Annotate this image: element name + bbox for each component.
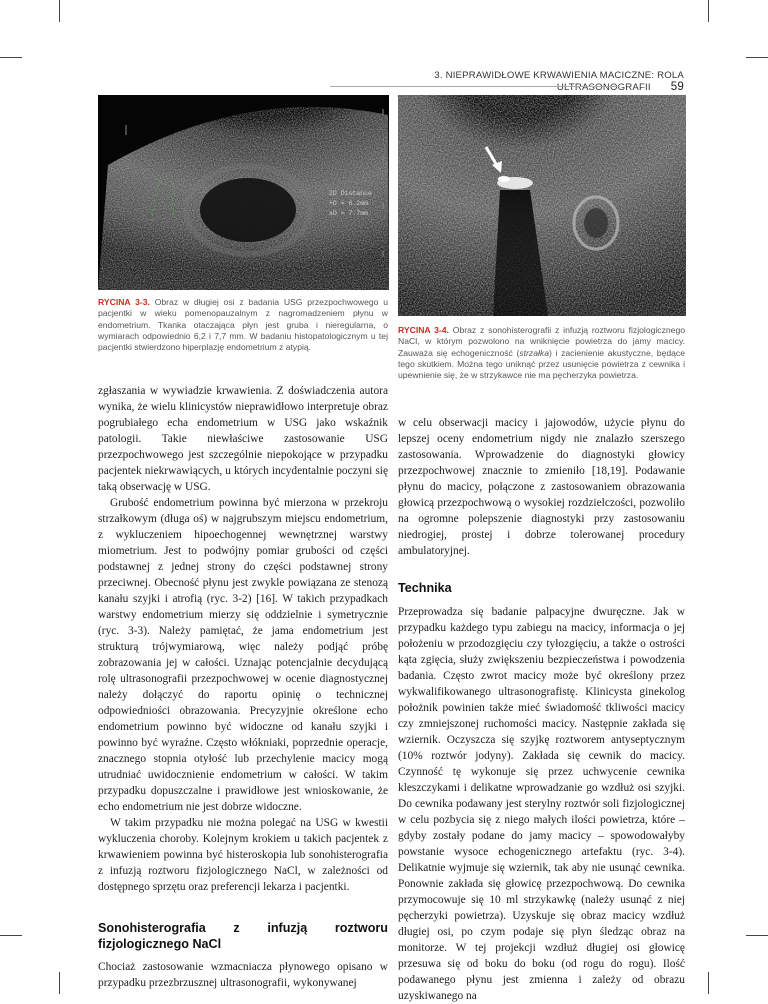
running-header <box>320 70 684 93</box>
paragraph: W takim przypadku nie można polegać na USG w kwestii wykluczenia choroby. Kolejnym krokiem u takich pacjentek z krwawieniem powinna być histeroskopia lub sonohisterografia z infuzją roztworu fizjologicznego NaCl, w zależności od dostępnego sprzętu oraz preferencji lekarza i pacjentki. <box>98 817 388 893</box>
crop-mark <box>708 0 709 22</box>
section-heading: Sonohisterografia z infuzją roztworu fizjologicznego NaCl <box>98 921 388 951</box>
crop-mark <box>59 972 60 994</box>
overlay-measure-2: xD = 7.7mm <box>329 210 369 217</box>
crop-mark <box>708 972 709 994</box>
ultrasound-image-left <box>98 95 389 290</box>
caption-label: RYCINA 3-4. <box>398 325 449 335</box>
caption-label: RYCINA 3-3. <box>98 297 150 307</box>
crop-mark <box>746 57 768 58</box>
page-number: 59 <box>670 81 684 93</box>
paragraph: zgłaszania w wywiadzie krwawienia. Z doświadczenia autora wynika, że wielu klinicystów nieprawidłowo interpretuje obraz pogrubiałego echa endometrium w USG jako wskaźnik patologii. Takie niewłaściwe zastosowanie USG przezpochwowego jest szczególnie niepokojące w przypadku pacjentek niekrwawiących, u których incydentalnie poczyni się taką obserwację w USG. <box>98 385 388 493</box>
overlay-title: 2D Distance <box>329 190 372 197</box>
caption-text: Obraz z sonohisterografii z infuzją roztworu fizjologicznego NaCl, w którym pozwolono na wniknięcie powietrza do jamy macicy. Zauważa się echogeniczność ( <box>398 325 685 358</box>
caption-italic: strzałka <box>519 347 549 358</box>
section-heading: Technika <box>398 581 452 595</box>
crop-mark <box>59 0 60 22</box>
paragraph: Chociaż zastosowanie wzmacniacza płynowego opisano w przypadku przezbrzusznej ultrasonografii, wykonywanej <box>98 961 388 989</box>
paragraph: Przeprowadza się badanie palpacyjne dwuręczne. Jak w przypadku każdego typu zabiegu na macicy, informacja o jej położeniu w przodozgięciu czy tyłozgięciu, a także o ostrości kąta zgięcia, służy zwiększeniu bezpieczeństwa i powodzenia badania. Często zwrot macicy może być określony przez wykwalifikowanego ultrasonografistę. Klinicysta ginekolog położnik powinien także mieć świadomość tkliwości macicy czy zmniejszonej ruchomości macicy. Następnie zakłada się wziernik. Oczyszcza się szyjkę roztworem antyseptycznym (10% roztwór jodyny). Zakłada się cewnik do macicy. Czynność tę wykonuje się przez uchwycenie cewnika kleszczykami i delikatne wprowadzanie go wzdłuż osi szyjki. Do cewnika podawany jest sterylny roztwór soli fizjologicznej w celu pozbycia się z niego małych ilości powietrza, które – gdyby zostały podane do jamy macicy – spowodowałyby powstanie wysoce echogenicznego artefaktu (ryc. 3-4). Delikatnie wyjmuje się wziernik, tak aby nie usunąć cewnika. Ponownie zakłada się głowicę przezpochwową. Do cewnika przymocowuje się 10 ml strzykawkę (należy usunąć z niej pęcherzyki powietrza). Uzyskuje się obraz macicy wzdłuż długiej osi, po czym podaje się płyn śledząc obraz na monitorze. W tej projekcji wzdłuż długiej osi głowicę przesuwa się od boku do boku (od rogu do rogu). Ilość podawanego płynu jest zmienna i zależy od obrazu uzyskiwanego na <box>398 606 685 1002</box>
left-text-column <box>98 383 388 991</box>
crop-mark <box>0 935 22 936</box>
right-text-column <box>398 415 685 1004</box>
crop-mark <box>746 935 768 936</box>
overlay-measure-1: +D = 6.2mm <box>329 200 369 207</box>
paragraph: w celu obserwacji macicy i jajowodów, użycie płynu do lepszej oceny endometrium nigdy nie znalazło szerszego zastosowania. Wprowadzenie do diagnostyki głowicy przezpochwowej znacznie to zmieniło [18,19]. Podawanie płynu do macicy, połączone z zastosowaniem obrazowania głowicą przezpochwową o wysokiej rozdzielczości, pozwoliło na ogromne polepszenie diagnostyki przy zastosowaniu niedrogiej, prostej i dobrze tolerowanej procedury ambulatoryjnej. <box>398 417 685 557</box>
caption-text: Obraz w długiej osi z badania USG przezpochwowego u pacjentki w wieku pomenopauzalnym z nagromadzeniem płynu w endometrium. Tkanka otaczająca płyn jest gruba i nieregularna, o wymiarach odpowiednio 6,2 i 7,7 mm. W badaniu histopatologicznym u tej pacjentki stwierdzono hiperplazję endometrium z atypią. <box>98 297 388 353</box>
figure-caption-3-4 <box>398 325 685 381</box>
caption-text: ) i zacienienie akustyczne, będące tego skutkiem. Można tego uniknąć przez usunięcie powietrza z cewnika i upewnienie się, że w strzykawce nie ma pęcherzyka powietrza. <box>398 347 685 381</box>
paragraph: Grubość endometrium powinna być mierzona w przekroju strzałkowym (długa oś) w najgrubszym miejscu endometrium, z wykluczeniem hipoechogennej wewnętrznej warstwy miometrium. Jest to podwójny pomiar grubości od części podstawnej z jednej strony do części podstawnej strony przeciwnej. Obecność płynu jest zwykle powiązana ze stenozą kanału szyjki i atrofią (ryc. 3-2) [16]. W takich przypadkach warstwy endometrium mierzy się oddzielnie i symetrycznie (ryc. 3-3). Należy pamiętać, że jama endometrium jest strukturą trójwymiarową, więc należy podjąć próbę zobrazowania jej w całości. Uznając potencjalnie decydującą rolę ultrasonografii przezpochwowej w ocenie diagnostycznej należy dołączyć do raportu opinię o technicznej odpowiedniości obrazowania. Precyzyjnie określone echo endometrium powinno być widoczne od kanału szyjki i powinno być wyraźne. Często włókniaki, poprzednie operacje, znacznego stopnia otyłość lub przechylenie macicy mogą utrudniać uwidocznienie endometrium w całości. W takim przypadku dopuszczalne i prawidłowe jest wnioskowanie, że echo endometrium nie jest dobrze widoczne. <box>98 497 388 813</box>
crop-mark <box>0 57 22 58</box>
ultrasound-image-right <box>398 95 686 316</box>
header-rule <box>330 86 620 87</box>
figure-caption-3-3 <box>98 297 388 353</box>
running-title: 3. NIEPRAWIDŁOWE KRWAWIENIA MACICZNE: ROLA ULTRASONOGRAFII <box>434 70 684 93</box>
